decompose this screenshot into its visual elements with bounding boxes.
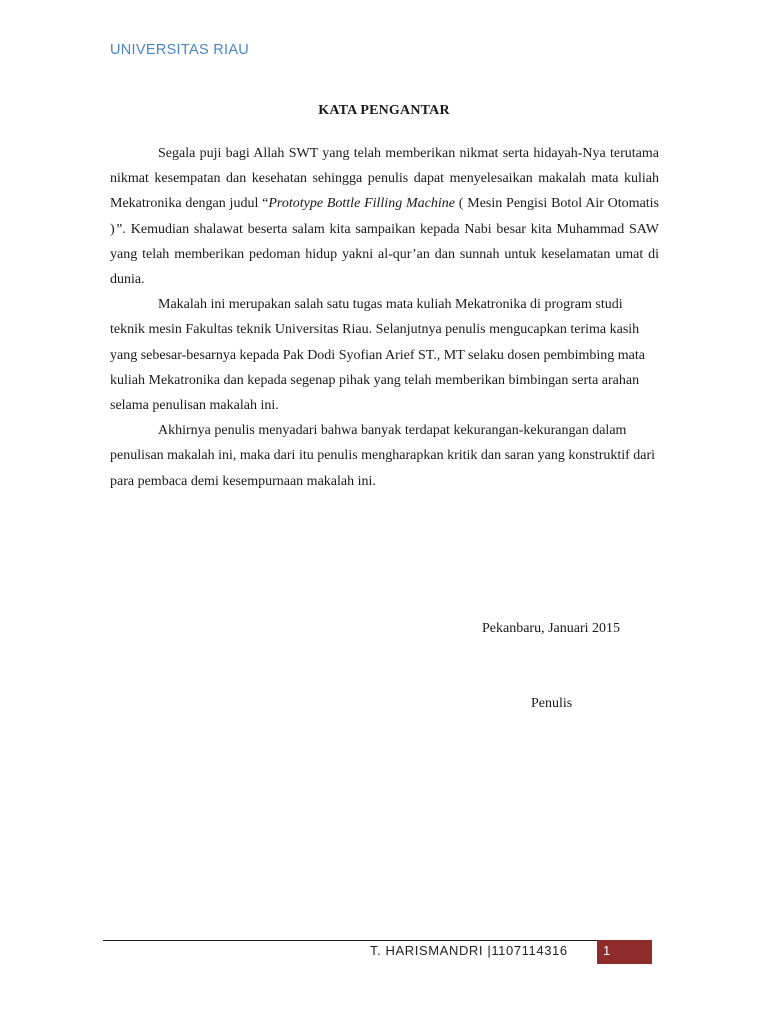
document-body — [110, 141, 659, 494]
paragraph-2: Makalah ini merupakan salah satu tugas mata kuliah Mekatronika di program studi teknik mesin Fakultas teknik Universitas Riau. Selanjutnya penulis mengucapkan terima kasih yang sebesar-besarnya kepada Pak Dodi Syofian Arief ST., MT selaku dosen pembimbing mata kuliah Mekatronika dan kepada segenap pihak yang telah memberikan bimbingan serta arahan selama penulisan makalah ini. — [110, 297, 645, 414]
footer-divider — [103, 940, 598, 941]
place-date: Pekanbaru, Januari 2015 — [482, 621, 621, 636]
paragraph-1-text: Segala puji bagi Allah SWT yang telah memberikan nikmat serta hidayah-Nya terutama nikmat kesempatan dan kesehatan sehingga penulis dapat menyelesaikan makalah mata kuliah Mekatronika dengan judul “ — [110, 146, 659, 212]
paragraph-1-rest: Kemudian shalawat beserta salam kita sampaikan kepada Nabi besar kita Muhammad SAW yang telah memberikan pedoman hidup yakni al-qur’an dan sunnah untuk keselamatan umat di dunia. — [110, 221, 659, 288]
header-institution: UNIVERSITAS RIAU — [110, 42, 250, 58]
footer-author-id: T. HARISMANDRI |1107114316 — [370, 943, 568, 958]
page-number: 1 — [603, 943, 611, 958]
paragraph-1-italic-title: Prototype Bottle Filling Machine — [268, 196, 455, 212]
document-title: KATA PENGANTAR — [318, 103, 450, 118]
page-number-box — [597, 940, 652, 964]
paragraph-1-quote-close: ”. — [114, 221, 126, 237]
paragraph-3: Akhirnya penulis menyadari bahwa banyak terdapat kekurangan-kekurangan dalam penulisan makalah ini, maka dari itu penulis mengharapkan kritik dan saran yang konstruktif dari para pembaca demi kesempurnaan makalah ini. — [110, 423, 656, 489]
author-signature: Penulis — [531, 696, 573, 711]
paragraph-1 — [110, 141, 659, 292]
paragraph-1-subtitle: ( Mesin Pengisi Botol Air Otomatis ) — [110, 196, 660, 237]
